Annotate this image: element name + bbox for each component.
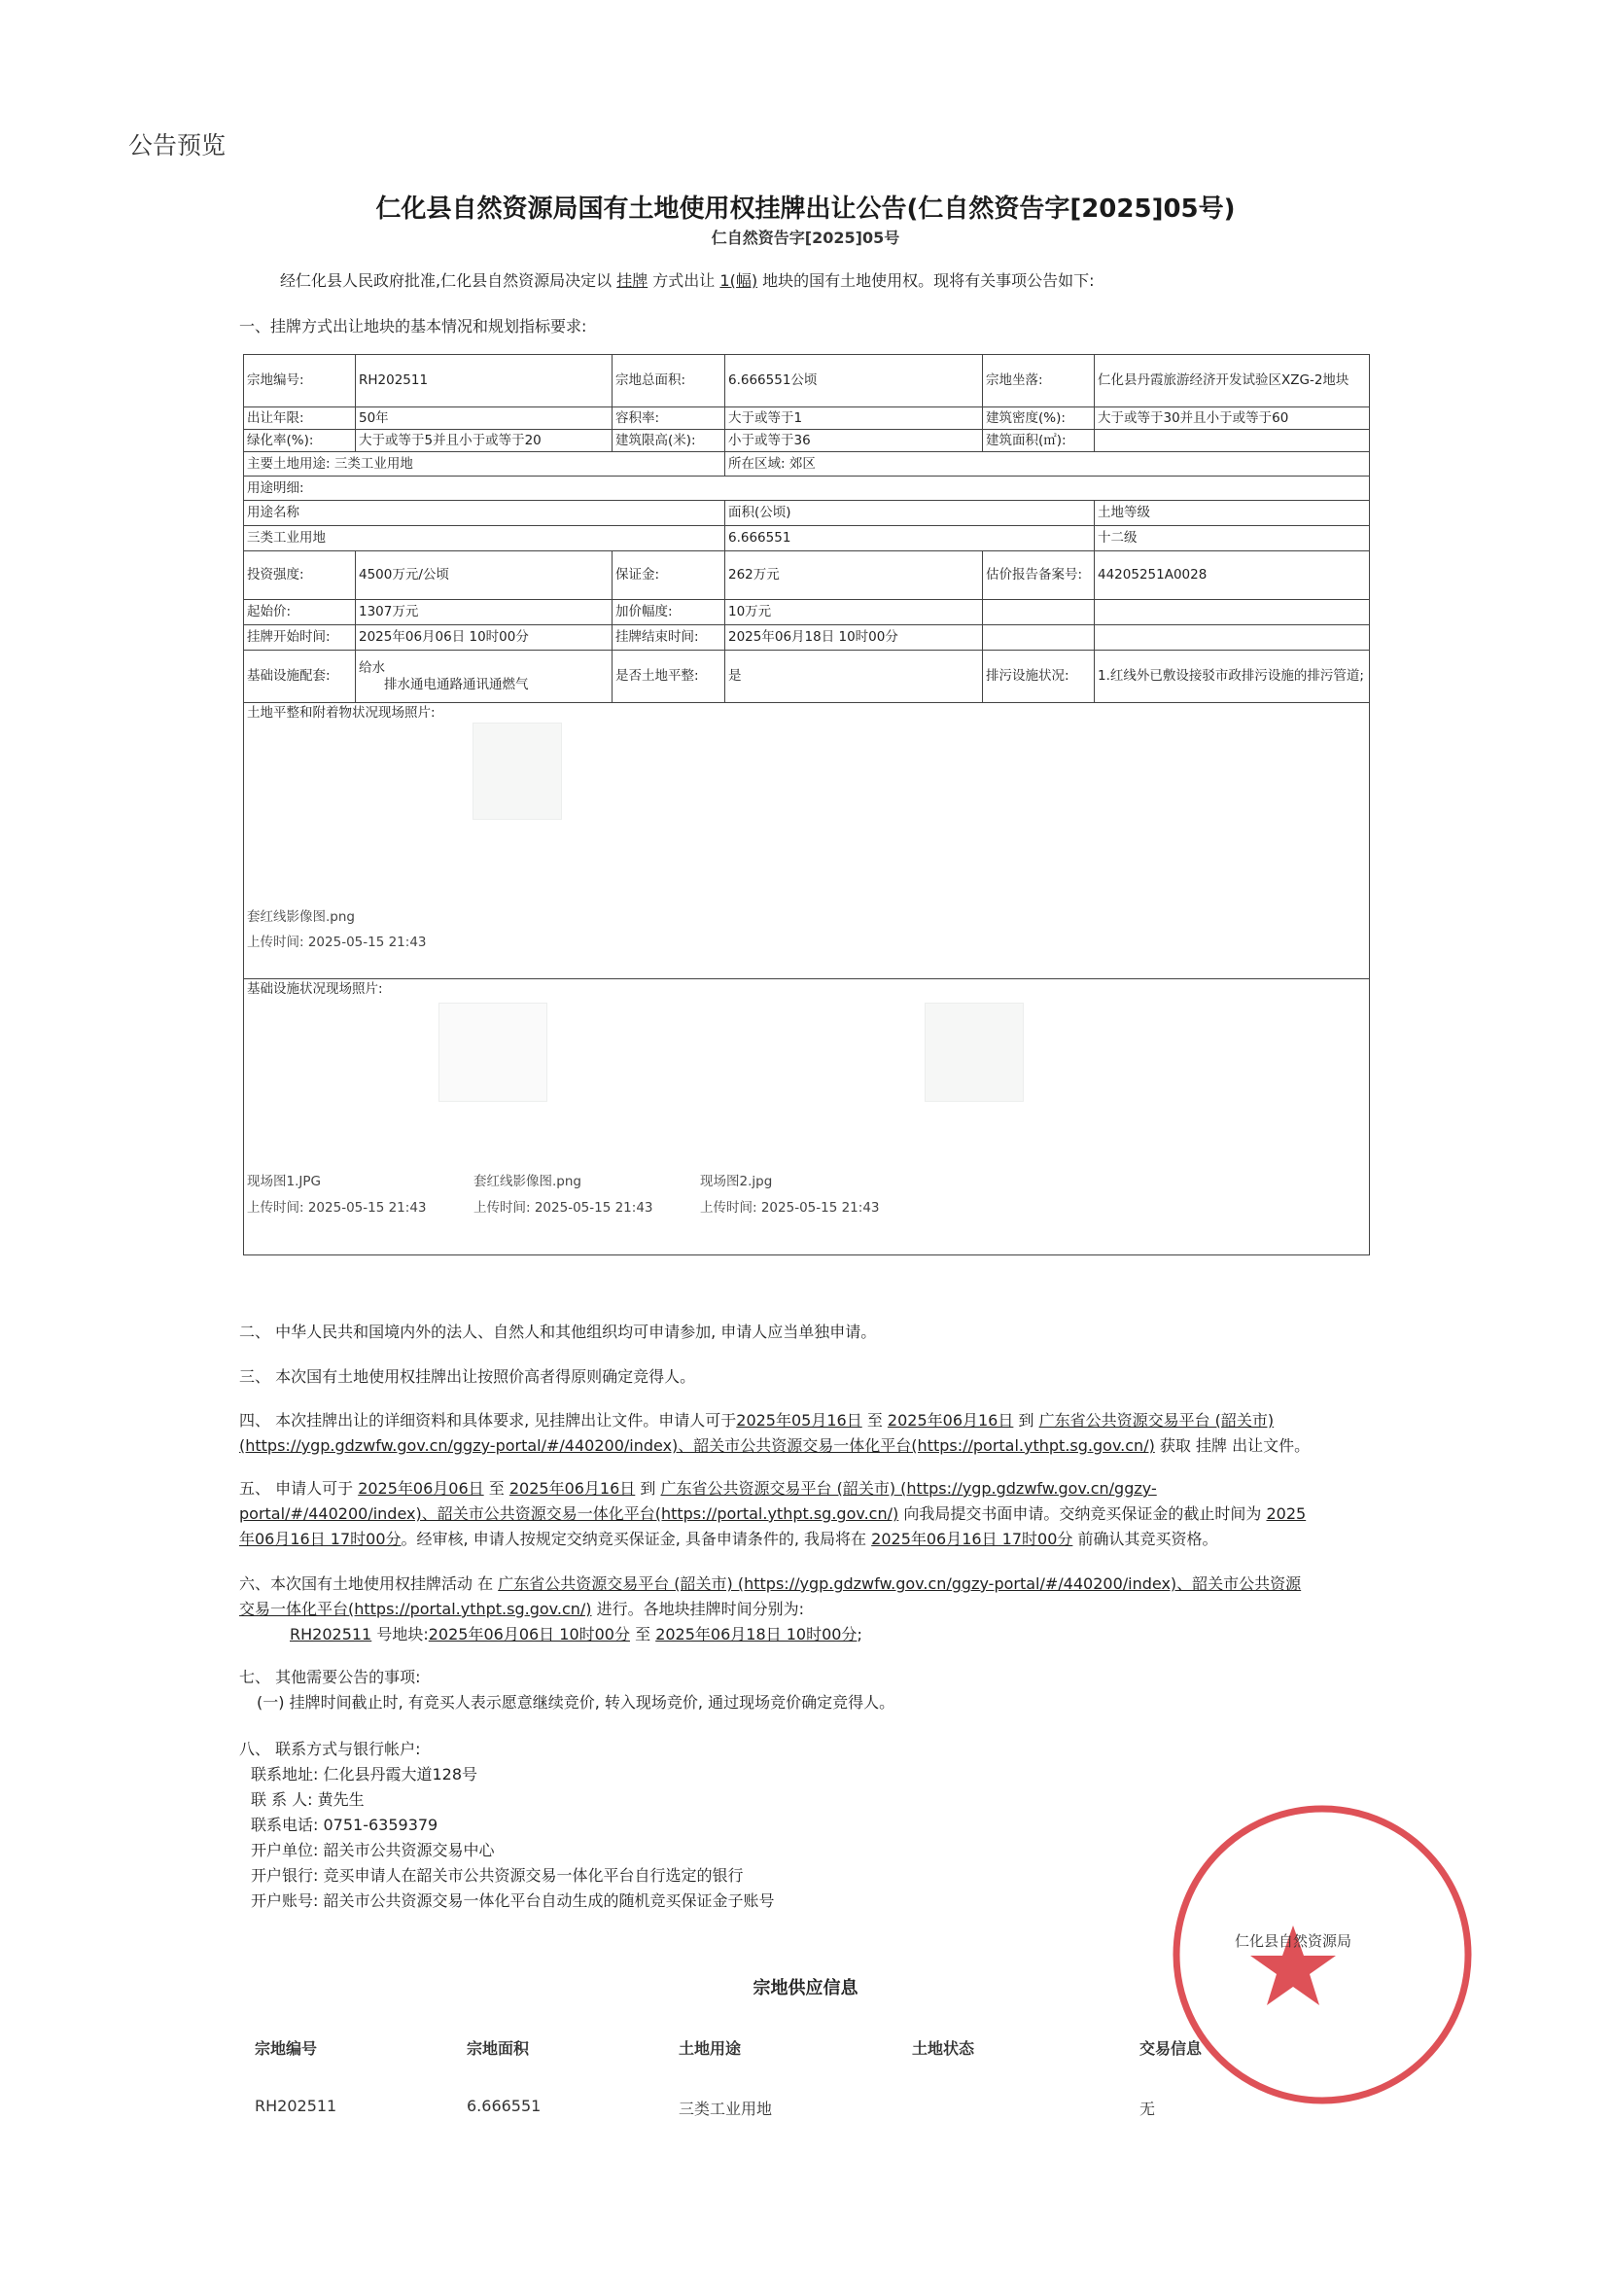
photo-filename[interactable]: 现场图2.jpg	[700, 1174, 773, 1189]
value-green: 大于或等于5并且小于或等于20	[356, 430, 613, 452]
date: 2025年06月16日	[508, 1479, 636, 1498]
photo-upload-time: 上传时间: 2025-05-15 21:43	[247, 1200, 427, 1216]
sec4-text: 至	[866, 1411, 883, 1430]
value-leveled: 是	[725, 651, 983, 703]
supply-header-trade-info: 交易信息	[1139, 2039, 1203, 2058]
platform-link[interactable]: 广东省公共资源交易平台 (韶关市) (https://ygp.gdzwfw.gov.cn/ggzy-portal/#/440200/index)、韶关市公共资源	[498, 1574, 1302, 1593]
sec5-text: 至	[488, 1479, 505, 1498]
platform-link[interactable]: 广东省公共资源交易平台 (韶关市)	[1038, 1411, 1275, 1430]
value-sewage: 1.红线外已敷设接驳市政排污设施的排污管道;	[1095, 651, 1370, 703]
photo-cell-land	[244, 703, 1370, 979]
preview-label: 公告预览	[128, 131, 227, 159]
intro-paragraph	[280, 268, 1379, 294]
sec6-text: 在	[477, 1574, 494, 1593]
intro-text: 地块的国有土地使用权。现将有关事项公告如下:	[762, 271, 1095, 290]
header-land-grade: 土地等级	[1095, 501, 1370, 526]
parcel-info-table	[243, 354, 1370, 1255]
notice-number: 仁自然资告字[2025]05号	[711, 229, 900, 247]
official-seal	[1157, 1789, 1488, 2120]
label-main-use: 主要土地用途: 三类工业用地	[244, 452, 725, 477]
supply-header-status: 土地状态	[912, 2039, 975, 2058]
supply-header-use: 土地用途	[679, 2039, 742, 2058]
platform-link[interactable]: portal/#/440200/index)、韶关市公共资源交易一体化平台(https://portal.ythpt.sg.gov.cn/)	[239, 1504, 899, 1523]
empty-cell	[1095, 600, 1370, 625]
transfer-method: 挂牌	[616, 271, 648, 290]
parcel-count: 1(幅)	[719, 271, 758, 290]
value-use-name: 三类工业用地	[244, 526, 725, 551]
value-report: 44205251A0028	[1095, 551, 1370, 600]
value-density: 大于或等于30并且小于或等于60	[1095, 407, 1370, 430]
label-height: 建筑限高(米):	[613, 430, 725, 452]
label-list-start: 挂牌开始时间:	[244, 625, 356, 651]
date: 2025年06月18日 10时00分	[655, 1625, 858, 1643]
account-unit: 开户单位: 韶关市公共资源交易中心	[251, 1841, 495, 1859]
value-start-price: 1307万元	[356, 600, 613, 625]
label-region: 所在区域: 郊区	[725, 452, 1370, 477]
photo-filename[interactable]: 现场图1.JPG	[247, 1174, 321, 1189]
empty-cell	[1095, 625, 1370, 651]
label-location: 宗地坐落:	[983, 355, 1095, 407]
infra-line: 给水	[359, 659, 385, 676]
seal-icon	[1157, 1789, 1488, 2120]
value-invest: 4500万元/公顷	[356, 551, 613, 600]
infra-photo-thumbnail[interactable]	[438, 1003, 547, 1102]
photo-section-label: 基础设施状况现场照片:	[247, 981, 383, 997]
date: 2025年06月16日 17时00分	[871, 1530, 1073, 1548]
label-leveled: 是否土地平整:	[613, 651, 725, 703]
section-3: 三、 本次国有土地使用权挂牌出让按照价高者得原则确定竞得人。	[239, 1367, 696, 1386]
photo-upload-time: 上传时间: 2025-05-15 21:43	[700, 1200, 880, 1216]
contact-address: 联系地址: 仁化县丹霞大道128号	[251, 1765, 478, 1784]
sec6-text: 至	[635, 1625, 651, 1643]
section-4	[239, 1408, 1367, 1459]
photo-upload-time: 上传时间: 2025-05-15 21:43	[247, 935, 427, 950]
empty-cell	[983, 600, 1095, 625]
supply-parcel-no: RH202511	[255, 2097, 337, 2115]
date: 2025	[1266, 1504, 1307, 1523]
section-1-heading: 一、挂牌方式出让地块的基本情况和规划指标要求:	[239, 317, 587, 336]
label-plot-ratio: 容积率:	[613, 407, 725, 430]
photo-section-label: 土地平整和附着物状况现场照片:	[247, 705, 436, 721]
sec5-text: 前确认其竞买资格。	[1077, 1530, 1218, 1548]
date: 2025年05月16日	[736, 1411, 862, 1430]
value-increment: 10万元	[725, 600, 983, 625]
label-increment: 加价幅度:	[613, 600, 725, 625]
value-list-end: 2025年06月18日 10时00分	[725, 625, 983, 651]
section-5	[239, 1476, 1367, 1552]
section-7-item-1: (一) 挂牌时间截止时, 有竞买人表示愿意继续竞价, 转入现场竞价, 通过现场竞价确定竞得人。	[257, 1693, 895, 1712]
value-plot-ratio: 大于或等于1	[725, 407, 983, 430]
label-sewage: 排污设施状况:	[983, 651, 1095, 703]
section-7-heading: 七、 其他需要公告的事项:	[239, 1668, 421, 1686]
intro-text: 方式出让	[652, 271, 716, 290]
sec4-text: 四、 本次挂牌出让的详细资料和具体要求, 见挂牌出让文件。申请人可于	[239, 1411, 737, 1430]
account-number: 开户账号: 韶关市公共资源交易一体化平台自动生成的随机竞买保证金子账号	[251, 1891, 775, 1910]
value-list-start: 2025年06月06日 10时00分	[356, 625, 613, 651]
infra-line: 排水通电通路通讯通燃气	[384, 676, 529, 692]
value-floor-area	[1095, 430, 1370, 452]
empty-cell	[983, 625, 1095, 651]
intro-text: 经仁化县人民政府批准,仁化县自然资源局决定以	[280, 271, 613, 290]
supply-header-area: 宗地面积	[467, 2039, 530, 2058]
sec6-text: 六、本次国有土地使用权挂牌活动	[239, 1574, 473, 1593]
contact-person: 联 系 人: 黄先生	[251, 1790, 365, 1809]
seal-text: 仁化县自然资源局	[1235, 1932, 1352, 1950]
value-deposit: 262万元	[725, 551, 983, 600]
platform-link[interactable]: (https://ygp.gdzwfw.gov.cn/ggzy-portal/#/440200/index)、韶关市公共资源交易一体化平台(https://portal.ythpt.sg.gov.cn/)	[239, 1436, 1155, 1455]
land-photo-thumbnail[interactable]	[473, 723, 562, 820]
sec5-text: 。经审核, 申请人按规定交纳竞买保证金, 具备申请条件的, 我局将在	[401, 1530, 867, 1548]
value-main-use: 三类工业用地	[333, 455, 413, 472]
label-start-price: 起始价:	[244, 600, 356, 625]
value-parcel-no: RH202511	[356, 355, 613, 407]
platform-link[interactable]: 交易一体化平台(https://portal.ythpt.sg.gov.cn/)	[239, 1600, 592, 1618]
value-infra	[356, 651, 613, 703]
value-term: 50年	[356, 407, 613, 430]
value-height: 小于或等于36	[725, 430, 983, 452]
sec5-text: 到	[640, 1479, 656, 1498]
photo-cell-infra	[244, 979, 1370, 1255]
sec5-text: 五、 申请人可于	[239, 1479, 354, 1498]
photo-upload-time: 上传时间: 2025-05-15 21:43	[473, 1200, 653, 1216]
header-use-area: 面积(公顷)	[725, 501, 1095, 526]
date: 2025年06月16日	[887, 1411, 1014, 1430]
value-location: 仁化县丹霞旅游经济开发试验区XZG-2地块	[1095, 355, 1370, 407]
supply-trade-info: 无	[1139, 2100, 1156, 2118]
label-parcel-no: 宗地编号:	[244, 355, 356, 407]
photo-filename[interactable]: 套红线影像图.png	[247, 909, 355, 925]
sec6-text: 进行。各地块挂牌时间分别为:	[596, 1600, 805, 1618]
value-total-area: 6.666551公顷	[725, 355, 983, 407]
label-invest: 投资强度:	[244, 551, 356, 600]
sec4-text: 到	[1018, 1411, 1034, 1430]
supply-use: 三类工业用地	[679, 2100, 773, 2118]
platform-link[interactable]: 广东省公共资源交易平台 (韶关市) (https://ygp.gdzwfw.gov.cn/ggzy-	[660, 1479, 1157, 1498]
label-use-detail: 用途明细:	[244, 477, 1370, 501]
date: 年06月16日 17时00分	[239, 1530, 402, 1548]
label-deposit: 保证金:	[613, 551, 725, 600]
section-2: 二、 中华人民共和国境内外的法人、自然人和其他组织均可申请参加, 申请人应当单独申请。	[239, 1323, 877, 1341]
sec5-text: 向我局提交书面申请。交纳竞买保证金的截止时间为	[903, 1504, 1262, 1523]
date: 2025年06月06日	[358, 1479, 484, 1498]
label-total-area: 宗地总面积:	[613, 355, 725, 407]
infra-photo-thumbnail[interactable]	[925, 1003, 1024, 1102]
date: 2025年06月06日 10时00分	[428, 1625, 630, 1643]
label-green: 绿化率(%):	[244, 430, 356, 452]
photo-filename[interactable]: 套红线影像图.png	[473, 1174, 581, 1189]
value-use-area: 6.666551	[725, 526, 1095, 551]
sec6-text: ;	[857, 1625, 862, 1643]
section-8-heading: 八、 联系方式与银行帐户:	[239, 1740, 421, 1758]
label-infra: 基础设施配套:	[244, 651, 356, 703]
value-land-grade: 十二级	[1095, 526, 1370, 551]
account-bank: 开户银行: 竞买申请人在韶关市公共资源交易一体化平台自行选定的银行	[251, 1866, 744, 1885]
parcel-number: RH202511	[290, 1625, 372, 1643]
supply-info-title: 宗地供应信息	[753, 1978, 858, 1998]
label-floor-area: 建筑面积(㎡):	[983, 430, 1095, 452]
header-use-name: 用途名称	[244, 501, 725, 526]
notice-title: 仁化县自然资源局国有土地使用权挂牌出让公告(仁自然资告字[2025]05号)	[375, 194, 1236, 224]
section-6	[239, 1572, 1372, 1647]
supply-header-parcel-no: 宗地编号	[255, 2039, 318, 2058]
supply-area: 6.666551	[467, 2097, 542, 2115]
sec4-text: 获取 挂牌 出让文件。	[1159, 1436, 1311, 1455]
sec6-text: 号地块:	[376, 1625, 429, 1643]
label-list-end: 挂牌结束时间:	[613, 625, 725, 651]
contact-phone: 联系电话: 0751-6359379	[251, 1816, 438, 1834]
label-report: 估价报告备案号:	[983, 551, 1095, 600]
label-term: 出让年限:	[244, 407, 356, 430]
value-region: 郊区	[788, 455, 816, 472]
label-density: 建筑密度(%):	[983, 407, 1095, 430]
